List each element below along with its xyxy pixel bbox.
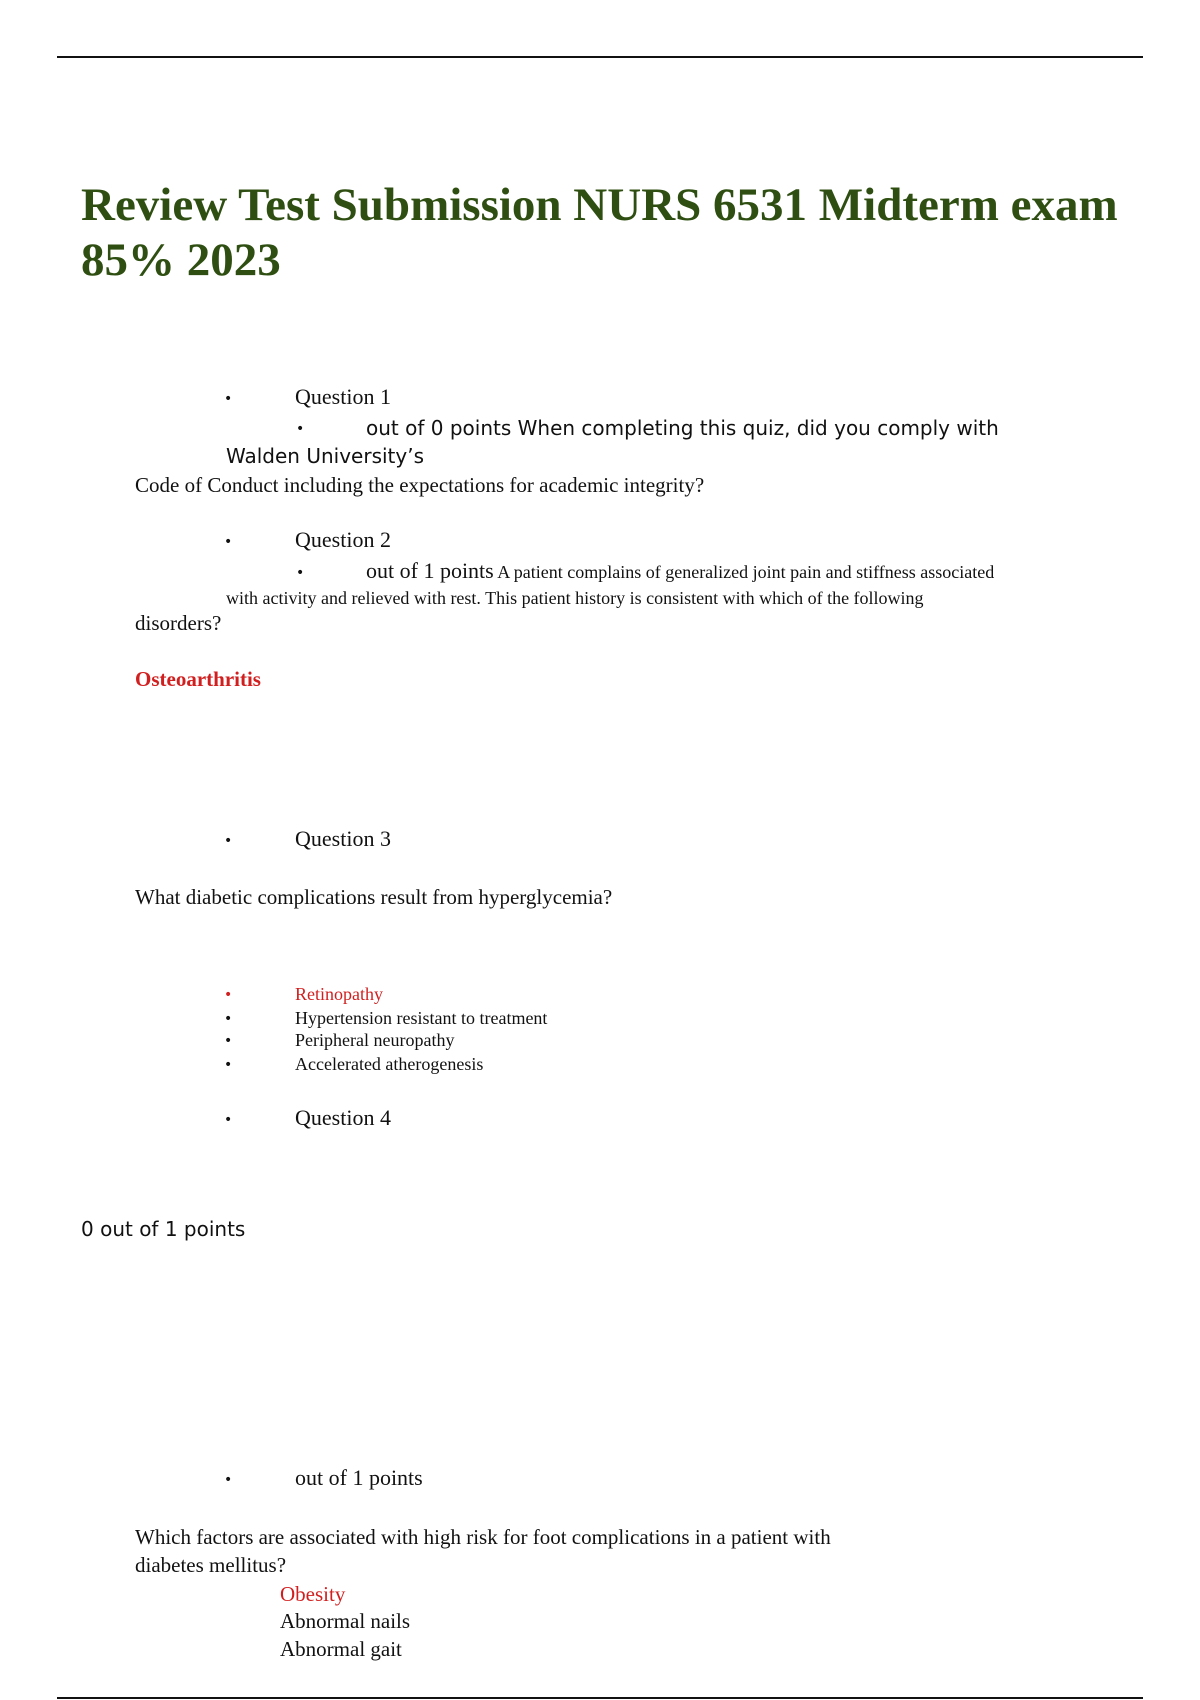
- q3-option-bullet: •: [224, 1033, 233, 1049]
- bottom-rule: [57, 1697, 1143, 1699]
- q5-option: Abnormal nails: [280, 1609, 411, 1633]
- q3-option: Accelerated atherogenesis: [295, 1054, 484, 1074]
- q3-bullet: •: [224, 833, 233, 849]
- q3-option-bullet: •: [224, 1011, 233, 1027]
- q2-text-line3: disorders?: [135, 611, 222, 635]
- page-title: Review Test Submission NURS 6531 Midterm exam 85% 2023: [81, 179, 1118, 286]
- q3-option: Retinopathy: [295, 984, 383, 1004]
- q1-bullet: •: [224, 391, 233, 407]
- q5-prompt-line1: Which factors are associated with high risk for foot complications in a patient with: [135, 1525, 831, 1549]
- q3-label: Question 3: [295, 826, 391, 851]
- q2-points: out of 1 points: [366, 558, 494, 583]
- q2-text-line1: [366, 557, 994, 588]
- q5-option: Obesity: [280, 1582, 346, 1606]
- q1-text-rest: When completing this quiz, did you comply with: [511, 416, 999, 440]
- q5-prompt-line2: diabetes mellitus?: [135, 1553, 287, 1577]
- q5-bullet: •: [224, 1472, 233, 1488]
- q2-bullet: •: [224, 534, 233, 550]
- q1-text-line1: [366, 414, 999, 442]
- q2-sub-bullet: •: [296, 565, 305, 581]
- q4-bullet: •: [224, 1112, 233, 1128]
- q5-points: out of 1 points: [295, 1465, 423, 1490]
- q1-text-line3: Code of Conduct including the expectations for academic integrity?: [135, 473, 705, 497]
- q4-label: Question 4: [295, 1105, 391, 1130]
- q5-option: Abnormal gait: [280, 1637, 402, 1661]
- q2-text-rest: A patient complains of generalized joint pain and stiffness associated: [493, 562, 995, 582]
- q3-option: Hypertension resistant to treatment: [295, 1008, 548, 1028]
- q1-text-line2: Walden University’s: [226, 444, 425, 468]
- q3-option: Peripheral neuropathy: [295, 1030, 455, 1050]
- q1-points: out of 0 points: [366, 416, 512, 440]
- q1-sub-bullet: •: [296, 421, 305, 437]
- q2-label: Question 2: [295, 527, 391, 552]
- q3-option-bullet: •: [224, 1057, 233, 1073]
- top-rule: [57, 56, 1143, 58]
- q1-label: Question 1: [295, 384, 391, 409]
- q2-text-line2: with activity and relieved with rest. This patient history is consistent with which of the following: [226, 588, 924, 608]
- q2-answer: Osteoarthritis: [135, 667, 261, 691]
- q3-prompt: What diabetic complications result from hyperglycemia?: [135, 885, 613, 909]
- q4-score: 0 out of 1 points: [81, 1217, 246, 1241]
- q3-option-bullet: •: [224, 987, 233, 1003]
